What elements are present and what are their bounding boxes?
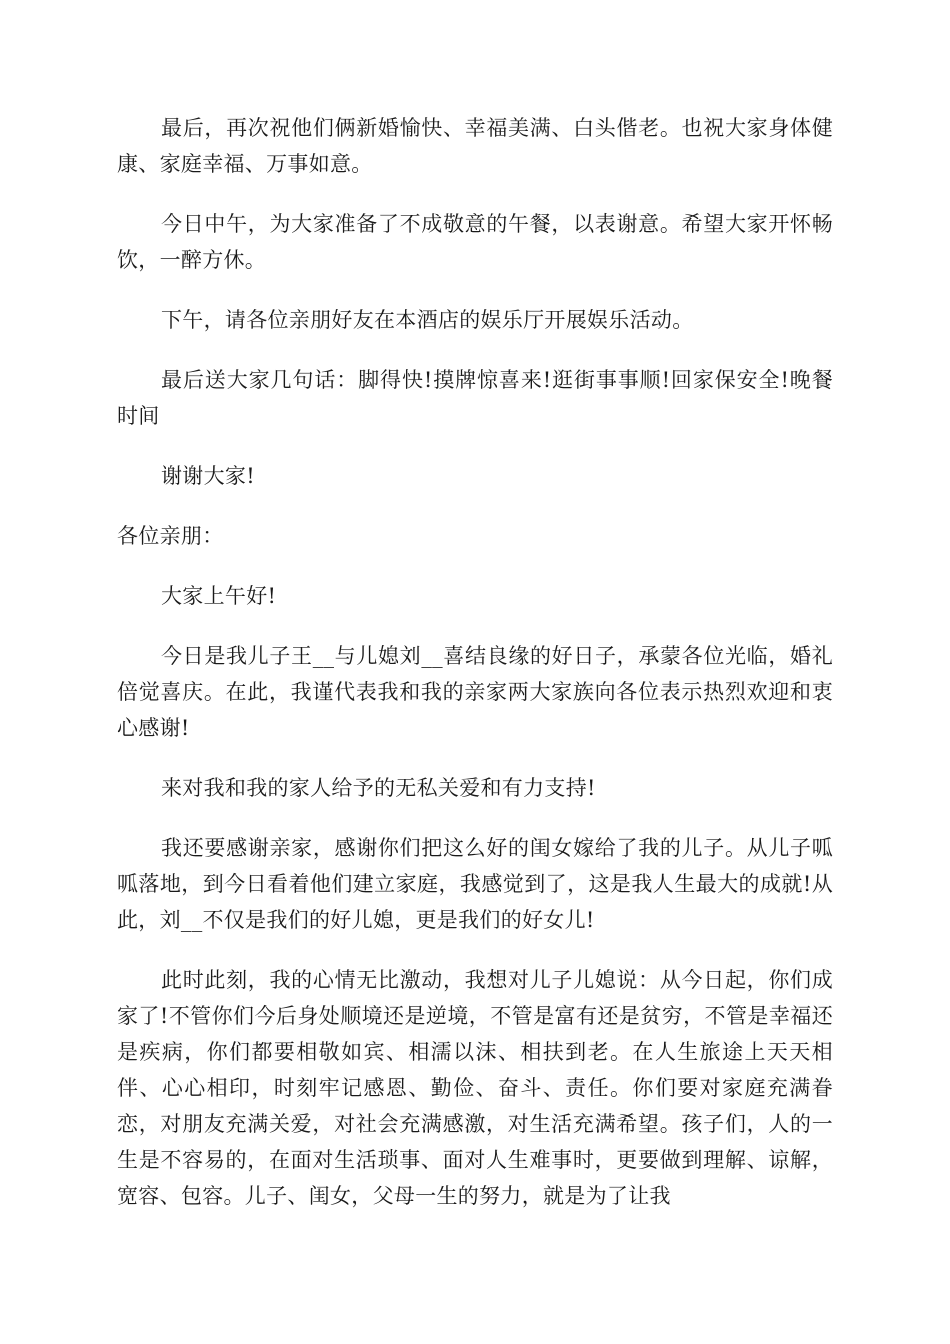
- paragraph: 今日中午，为大家准备了不成敬意的午餐，以表谢意。希望大家开怀畅饮，一醉方休。: [117, 212, 833, 272]
- paragraph: 今日是我儿子王__与儿媳刘__喜结良缘的好日子，承蒙各位光临，婚礼倍觉喜庆。在此，我谨代表我和我的亲家两大家族向各位表示热烈欢迎和衷心感谢!: [117, 644, 833, 740]
- paragraph: 此时此刻，我的心情无比激动，我想对儿子儿媳说：从今日起，你们成家了!不管你们今后身处顺境还是逆境，不管是富有还是贫穷，不管是幸福还是疾病，你们都要相敬如宾、相濡以沫、相扶到老。在人生旅途上天天相伴、心心相印，时刻牢记感恩、勤俭、奋斗、责任。你们要对家庭充满眷恋，对朋友充满关爱，对社会充满感激，对生活充满希望。孩子们，人的一生是不容易的，在面对生活琐事、面对人生难事时，更要做到理解、谅解，宽容、包容。儿子、闺女，父母一生的努力，就是为了让我: [117, 968, 833, 1208]
- paragraph: 最后，再次祝他们俩新婚愉快、幸福美满、白头偕老。也祝大家身体健康、家庭幸福、万事如意。: [117, 116, 833, 176]
- paragraph: 谢谢大家!: [161, 464, 255, 488]
- paragraph: 来对我和我的家人给予的无私关爱和有力支持!: [161, 776, 596, 800]
- greeting: 大家上午好!: [161, 584, 277, 608]
- paragraph: 下午，请各位亲朋好友在本酒店的娱乐厅开展娱乐活动。: [161, 308, 694, 332]
- salutation: 各位亲朋：: [117, 524, 224, 548]
- document-page: [117, 110, 833, 1214]
- paragraph: 我还要感谢亲家，感谢你们把这么好的闺女嫁给了我的儿子。从儿子呱呱落地，到今日看着他们建立家庭，我感觉到了，这是我人生最大的成就!从此，刘__不仅是我们的好儿媳，更是我们的好女儿!: [117, 836, 833, 932]
- paragraph: 最后送大家几句话：脚得快!摸牌惊喜来!逛街事事顺!回家保安全!晚餐时间: [117, 368, 833, 428]
